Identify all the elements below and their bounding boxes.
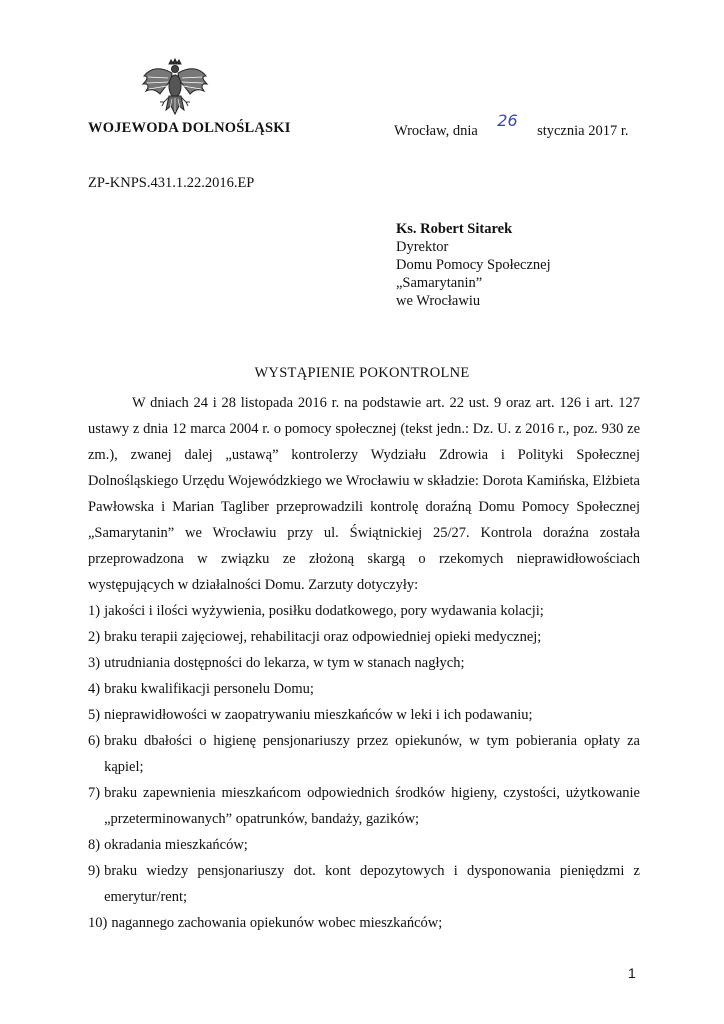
date-suffix: stycznia 2017 r. <box>537 123 629 139</box>
list-item <box>88 702 640 728</box>
recipient-line: we Wrocławiu <box>396 293 481 309</box>
list-item <box>88 858 640 910</box>
date-prefix: Wrocław, dnia <box>394 123 478 139</box>
item-number: 7) <box>88 785 101 801</box>
polish-eagle-icon <box>140 58 210 118</box>
item-number: 5) <box>88 707 101 723</box>
intro-paragraph: W dniach 24 i 28 listopada 2016 r. na podstawie art. 22 ust. 9 oraz art. 126 i art. 127 ustawy z dnia 12 marca 2004 r. o pomocy społecznej (tekst jedn.: Dz. U. z 2016 r., poz. 930 ze zm.), zwanej dalej „ustawą” kontrolerzy Wydziału Zdrowia i Polityki Społecznej Dolnośląskiego Urzędu Wojewódzkiego we Wrocławiu w składzie: Dorota Kamińska, Elżbieta Pawłowska i Marian Tagliber przeprowadzili kontrolę doraźną Domu Pomocy Społecznej „Samarytanin” we Wrocławiu przy ul. Świątnickiej 25/27. Kontrola doraźna została przeprowadzona w związku ze złożoną skargą o rzekomych nieprawidłowościach występujących w działalności Domu. Zarzuty dotyczyły: <box>88 395 640 593</box>
recipient-block <box>396 220 551 310</box>
item-text: braku kwalifikacji personelu Domu; <box>104 681 314 697</box>
document-heading: WYSTĄPIENIE POKONTROLNE <box>254 365 470 381</box>
item-number: 2) <box>88 629 101 645</box>
list-item <box>88 728 640 780</box>
document-body <box>88 390 640 936</box>
item-text: utrudniania dostępności do lekarza, w tym w stanach nagłych; <box>104 655 465 671</box>
list-item <box>88 598 640 624</box>
recipient-line: Dyrektor <box>396 239 449 255</box>
page-number: 1 <box>628 965 636 981</box>
item-text: okradania mieszkańców; <box>104 837 248 853</box>
item-text: jakości i ilości wyżywienia, posiłku dodatkowego, pory wydawania kolacji; <box>104 603 544 619</box>
item-text: braku zapewnienia mieszkańcom odpowiednich środków higieny, czystości, użytkowanie „przeterminowanych” opatrunków, bandaży, gazików; <box>104 785 640 827</box>
date-line <box>394 111 629 140</box>
allegations-list <box>88 598 640 936</box>
list-item <box>88 676 640 702</box>
item-text: nagannego zachowania opiekunów wobec mieszkańców; <box>111 915 443 931</box>
item-number: 8) <box>88 837 101 853</box>
item-number: 6) <box>88 733 101 749</box>
recipient-name: Ks. Robert Sitarek <box>396 221 513 237</box>
item-text: braku terapii zajęciowej, rehabilitacji oraz odpowiedniej opieki medycznej; <box>104 629 542 645</box>
item-number: 3) <box>88 655 101 671</box>
list-item <box>88 624 640 650</box>
list-item <box>88 832 640 858</box>
issuer-title: WOJEWODA DOLNOŚLĄSKI <box>88 120 291 136</box>
reference-number: ZP-KNPS.431.1.22.2016.EP <box>88 175 255 191</box>
handwritten-day: 26 <box>497 111 518 130</box>
list-item <box>88 650 640 676</box>
recipient-line: Domu Pomocy Społecznej <box>396 257 551 273</box>
item-text: braku wiedzy pensjonariuszy dot. kont depozytowych i dysponowania pieniędzmi z emerytur/rent; <box>104 863 640 905</box>
item-text: nieprawidłowości w zaopatrywaniu mieszkańców w leki i ich podawaniu; <box>104 707 533 723</box>
item-number: 1) <box>88 603 101 619</box>
item-number: 9) <box>88 863 101 879</box>
list-item <box>88 910 640 936</box>
recipient-line: „Samarytanin” <box>396 275 483 291</box>
item-number: 4) <box>88 681 101 697</box>
item-text: braku dbałości o higienę pensjonariuszy przez opiekunów, w tym pobierania opłaty za kąpiel; <box>104 733 640 775</box>
item-number: 10) <box>88 915 108 931</box>
list-item <box>88 780 640 832</box>
